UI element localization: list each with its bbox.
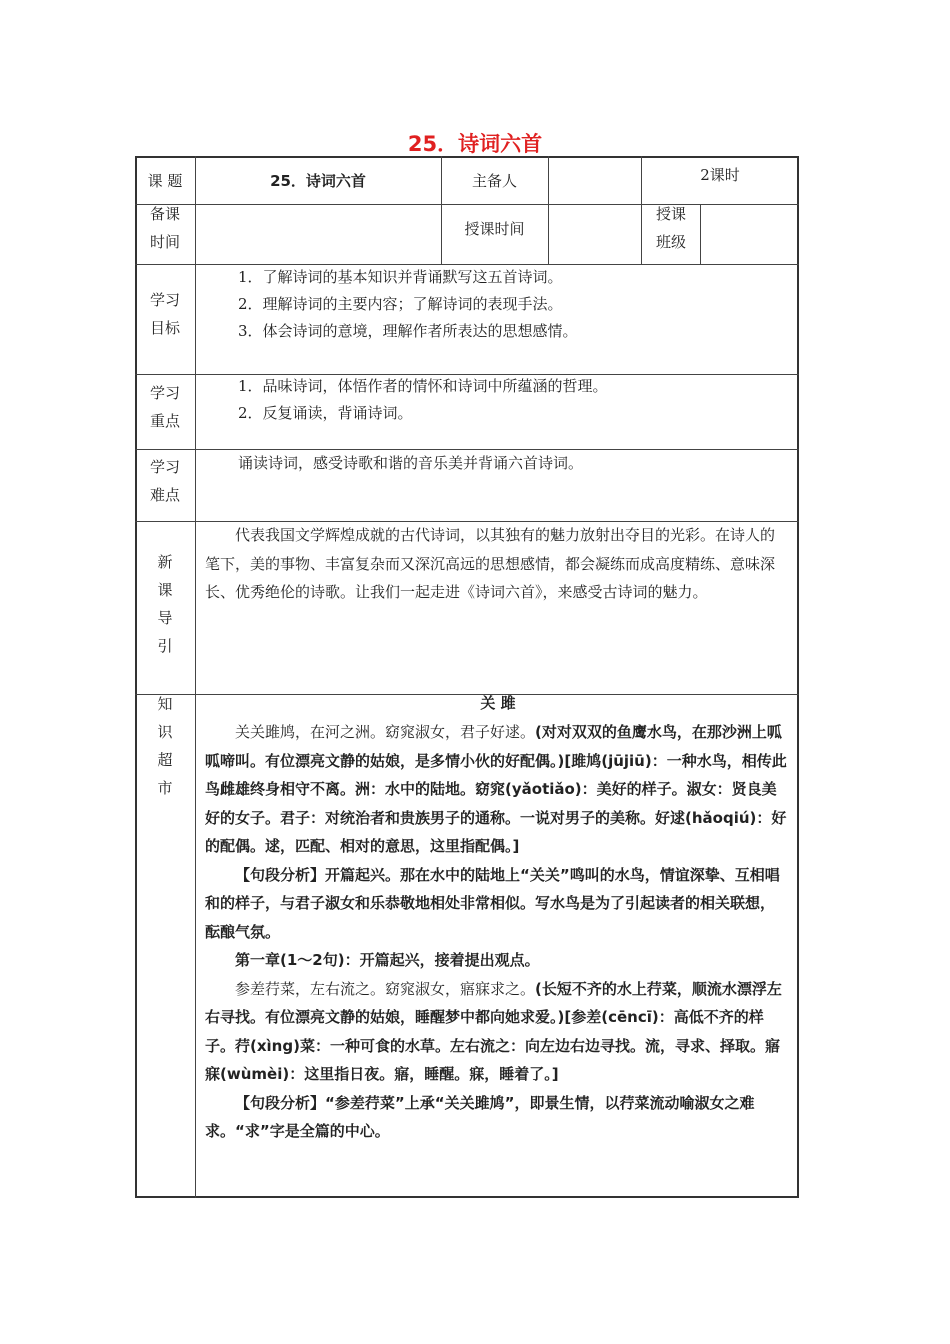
topic-label: 课 题 bbox=[147, 172, 183, 190]
preparer-label: 主备人 bbox=[471, 172, 517, 190]
column-divider bbox=[548, 156, 549, 264]
objectives-label: 学习 目标 bbox=[149, 291, 180, 337]
analysis-tag: 【句段分析】 bbox=[235, 1093, 326, 1112]
intro-label: 新 课 导 引 bbox=[157, 553, 173, 655]
analysis-paragraph bbox=[205, 1089, 787, 1146]
verse-text: 关关雎鸠，在河之洲。窈窕淑女，君子好逑。 bbox=[235, 723, 536, 741]
topic-value: 25．诗词六首 bbox=[270, 172, 366, 190]
poem-title: 关 雎 bbox=[480, 694, 516, 712]
verse-paragraph bbox=[205, 718, 787, 861]
key-point-item: 2．反复诵读，背诵诗词。 bbox=[238, 404, 413, 422]
verse-annotation: (长短不齐的水上荇菜，顺流水漂浮左右寻找。有位漂亮文静的姑娘，睡醒梦中都向她求爱。)[参差(cēncī)：高低不齐的样子。荇(xìng)菜：一种可食的水草。左右流之：向左边右边寻找。流，寻求、择取。寤寐(wùmèi)：这里指日夜。寤，睡醒。寐，睡着了。] bbox=[205, 979, 782, 1083]
knowledge-label: 知 识 超 市 bbox=[157, 695, 173, 797]
analysis-text: “参差荇菜”上承“关关雎鸠”，即景生情，以荇菜流动喻淑女之难求。“求”字是全篇的中心。 bbox=[205, 1093, 755, 1140]
difficulties-label: 学习 难点 bbox=[149, 458, 180, 504]
objective-item: 3．体会诗词的意境，理解作者所表达的思想感情。 bbox=[238, 322, 578, 340]
knowledge-body bbox=[205, 718, 787, 1146]
class-hours: 2课时 bbox=[700, 166, 740, 184]
analysis-text: 开篇起兴。那在水中的陆地上“关关”鸣叫的水鸟，情谊深挚、互相唱和的样子，与君子淑女和乐恭敬地相处非常相似。写水鸟是为了引起读者的相关联想，酝酿气氛。 bbox=[205, 865, 780, 941]
prep-time-label: 备课 时间 bbox=[149, 205, 180, 251]
analysis-tag: 【句段分析】 bbox=[235, 865, 326, 884]
analysis-paragraph bbox=[205, 861, 787, 947]
column-divider bbox=[195, 156, 196, 1198]
verse-text: 参差荇菜，左右流之。窈窕淑女，寤寐求之。 bbox=[235, 979, 536, 998]
page-title: 25．诗词六首 bbox=[407, 132, 543, 156]
objective-item: 1．了解诗词的基本知识并背诵默写这五首诗词。 bbox=[238, 268, 563, 286]
key-point-item: 1．品味诗词，体悟作者的情怀和诗词中所蕴涵的哲理。 bbox=[238, 377, 608, 395]
difficulties-text: 诵读诗词，感受诗歌和谐的音乐美并背诵六首诗词。 bbox=[238, 454, 584, 472]
chapter-summary: 第一章(1～2句)：开篇起兴，接着提出观点。 bbox=[235, 951, 540, 969]
objective-item: 2．理解诗词的主要内容；了解诗词的表现手法。 bbox=[238, 295, 563, 313]
verse-annotation: (对对双双的鱼鹰水鸟，在那沙洲上呱呱啼叫。有位漂亮文静的姑娘，是多情小伙的好配偶。)[雎鸠(jūjiū)：一种水鸟，相传此鸟雌雄终身相守不离。洲：水中的陆地。窈窕(yǎotiǎo)：美好的样子。淑女：贤良美好的女子。君子：对统治者和贵族男子的通称。一说对男子的美称。好逑(hǎoqiú)：好的配偶。逑，匹配、相对的意思，这里指配偶。] bbox=[205, 723, 787, 855]
intro-text: 代表我国文学辉煌成就的古代诗词，以其独有的魅力放射出夺目的光彩。在诗人的笔下，美的事物、丰富复杂而又深沉高远的思想感情，都会凝练而成高度精练、意味深长、优秀绝伦的诗歌。让我们一起走进《诗词六首》，来感受古诗词的魅力。 bbox=[205, 526, 776, 601]
verse-paragraph bbox=[205, 975, 787, 1089]
key-points-label: 学习 重点 bbox=[149, 384, 180, 430]
teach-time-label: 授课时间 bbox=[464, 220, 525, 238]
class-label: 授课 班级 bbox=[655, 205, 686, 251]
